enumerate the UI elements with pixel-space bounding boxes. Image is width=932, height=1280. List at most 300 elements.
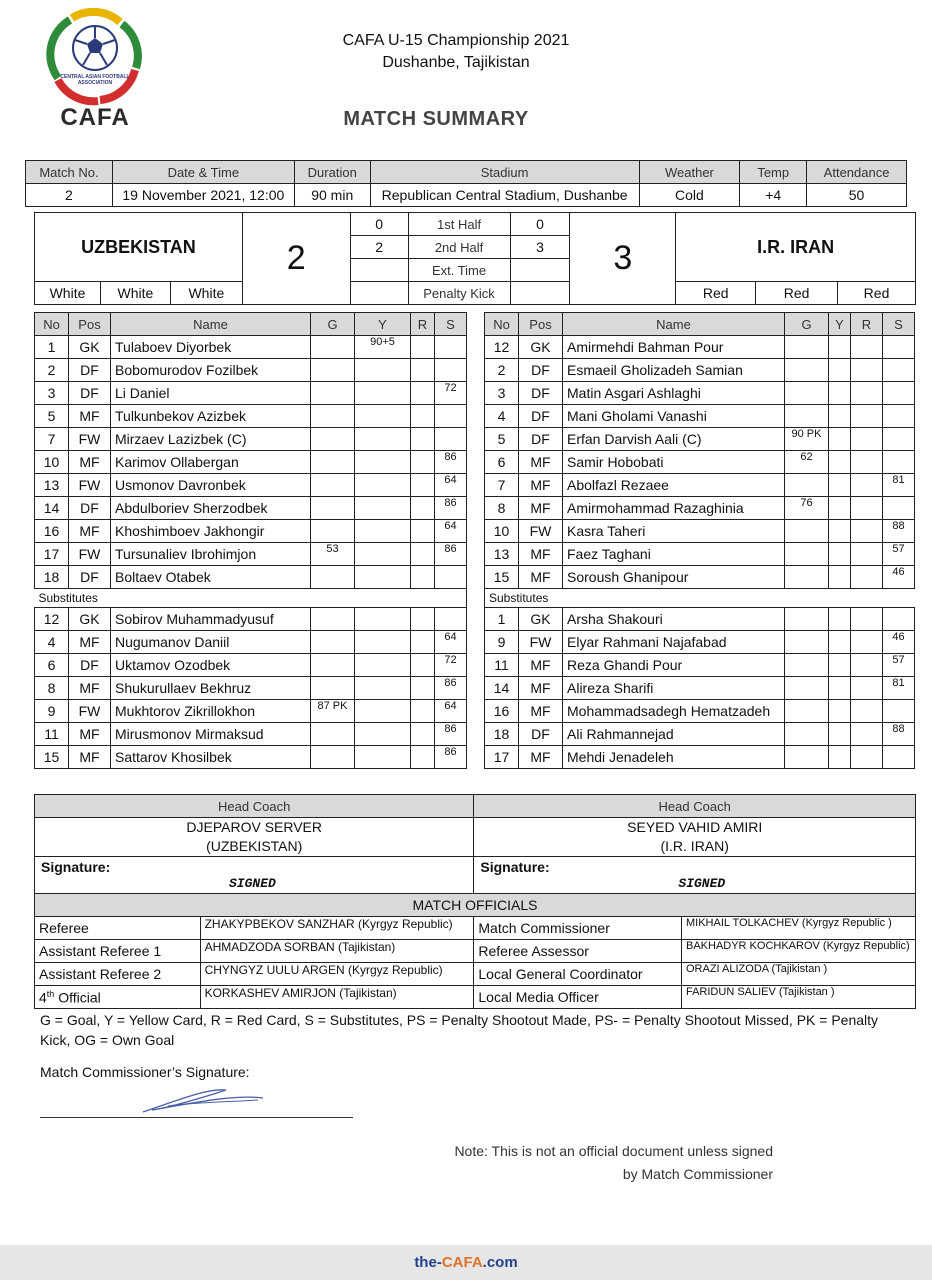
col-s-away: S [883, 313, 915, 336]
away-player-s: 46 [883, 631, 915, 654]
score-board [34, 212, 916, 305]
col-r-away: R [851, 313, 883, 336]
home-player-no: 5 [35, 405, 69, 428]
footer-website-link[interactable] [0, 1254, 932, 1271]
match-officials-title: MATCH OFFICIALS [35, 894, 916, 917]
home-player-g [311, 497, 355, 520]
home-player-pos: FW [69, 543, 111, 566]
away-coach-signature [474, 857, 916, 894]
away-player-r [851, 336, 883, 359]
table-row [35, 497, 915, 520]
away-player-pos: GK [519, 336, 563, 359]
column-gap [467, 451, 485, 474]
home-score: 2 [242, 213, 350, 305]
legend: G = Goal, Y = Yellow Card, R = Red Card, S = Substitutes, PS = Penalty Shootout Made, PS- = Penalty Shootout Missed, PK = Penalty Kick, OG = Own Goal [40, 1012, 879, 1048]
away-player-no: 11 [485, 654, 519, 677]
home-player-g [311, 631, 355, 654]
home-player-y: 90+5 [355, 336, 411, 359]
away-player-no: 5 [485, 428, 519, 451]
home-player-name: Tulaboev Diyorbek [111, 336, 311, 359]
col-g-home: G [311, 313, 355, 336]
home-player-no: 1 [35, 336, 69, 359]
org-name: CENTRAL ASIAN FOOTBALL ASSOCIATION [60, 74, 130, 86]
away-kit-shirt: Red [676, 282, 756, 305]
away-player-pos: MF [519, 677, 563, 700]
home-player-y [355, 359, 411, 382]
away-player-y [829, 608, 851, 631]
away-player-g [785, 677, 829, 700]
away-player-name: Alireza Sharifi [563, 677, 785, 700]
footer-post: .com [482, 1254, 518, 1271]
home-team-name: UZBEKISTAN [35, 213, 243, 282]
away-1st-half: 0 [510, 213, 570, 236]
home-player-name: Bobomurodov Fozilbek [111, 359, 311, 382]
commissioner-signature-scribble [138, 1080, 278, 1120]
away-coach-cell [474, 818, 916, 857]
home-player-pos: DF [69, 566, 111, 589]
away-player-name: Soroush Ghanipour [563, 566, 785, 589]
away-player-s: 81 [883, 677, 915, 700]
signature-line [40, 1117, 353, 1118]
away-player-name: Faez Taghani [563, 543, 785, 566]
away-team-name: I.R. IRAN [676, 213, 916, 282]
home-kit-shorts: White [100, 282, 170, 305]
official-role: Assistant Referee 2 [35, 963, 201, 986]
home-player-name: Sobirov Muhammadyusuf [111, 608, 311, 631]
away-coach-country: (I.R. IRAN) [660, 838, 729, 854]
home-player-s: 86 [435, 677, 467, 700]
away-player-s [883, 428, 915, 451]
away-player-pos: MF [519, 566, 563, 589]
away-head-coach-label: Head Coach [474, 795, 916, 818]
column-gap [467, 336, 485, 359]
table-row [35, 336, 915, 359]
away-player-name: Kasra Taheri [563, 520, 785, 543]
home-player-r [411, 700, 435, 723]
column-gap [467, 520, 485, 543]
col-s-home: S [435, 313, 467, 336]
official-name: KORKASHEV AMIRJON (Tajikistan) [200, 986, 474, 1009]
home-player-pos: MF [69, 746, 111, 769]
home-player-name: Tulkunbekov Azizbek [111, 405, 311, 428]
col-y-away: Y [829, 313, 851, 336]
away-score: 3 [570, 213, 676, 305]
away-player-pos: MF [519, 654, 563, 677]
home-player-no: 12 [35, 608, 69, 631]
home-1st-half: 0 [350, 213, 408, 236]
away-player-no: 1 [485, 608, 519, 631]
away-player-r [851, 566, 883, 589]
away-player-y [829, 382, 851, 405]
away-player-s [883, 451, 915, 474]
fourth-number: 4 [39, 989, 47, 1006]
away-player-pos: DF [519, 723, 563, 746]
away-ext-time [510, 259, 570, 282]
coaches-officials-table [34, 794, 916, 1009]
away-player-s: 88 [883, 723, 915, 746]
home-player-name: Sattarov Khosilbek [111, 746, 311, 769]
home-player-name: Khoshimboev Jakhongir [111, 520, 311, 543]
home-player-name: Boltaev Otabek [111, 566, 311, 589]
away-player-s [883, 746, 915, 769]
official-name: MIKHAIL TOLKACHEV (Kyrgyz Republic ) [681, 917, 915, 940]
home-player-s: 72 [435, 654, 467, 677]
column-gap [467, 474, 485, 497]
home-coach-name: DJEPAROV SERVER [186, 819, 323, 835]
lineups-table [34, 312, 915, 769]
away-player-no: 13 [485, 543, 519, 566]
column-gap [467, 566, 485, 589]
away-player-y [829, 566, 851, 589]
official-name: ZHAKYPBEKOV SANZHAR (Kyrgyz Republic) [200, 917, 474, 940]
table-row [35, 405, 915, 428]
away-player-g [785, 474, 829, 497]
away-player-name: Esmaeil Gholizadeh Samian [563, 359, 785, 382]
official-name: FARIDUN SALIEV (Tajikistan ) [681, 986, 915, 1009]
home-player-g [311, 746, 355, 769]
home-player-r [411, 723, 435, 746]
home-player-no: 17 [35, 543, 69, 566]
away-player-no: 12 [485, 336, 519, 359]
home-player-g [311, 608, 355, 631]
home-player-s [435, 359, 467, 382]
period-1st-half: 1st Half [408, 213, 510, 236]
home-player-s: 86 [435, 723, 467, 746]
official-name: AHMADZODA SORBAN (Tajikistan) [200, 940, 474, 963]
away-player-name: Abolfazl Rezaee [563, 474, 785, 497]
away-player-name: Mohammadsadegh Hematzadeh [563, 700, 785, 723]
away-player-y [829, 700, 851, 723]
col-no-home: No [35, 313, 69, 336]
home-player-y [355, 451, 411, 474]
stadium-label: Stadium [370, 161, 639, 184]
away-player-pos: MF [519, 451, 563, 474]
home-player-name: Tursunaliev Ibrohimjon [111, 543, 311, 566]
away-player-g [785, 520, 829, 543]
away-player-name: Matin Asgari Ashlaghi [563, 382, 785, 405]
home-player-no: 2 [35, 359, 69, 382]
away-player-s [883, 405, 915, 428]
home-player-name: Shukurullaev Bekhruz [111, 677, 311, 700]
home-player-r [411, 543, 435, 566]
away-player-r [851, 700, 883, 723]
home-player-y [355, 566, 411, 589]
home-player-pos: MF [69, 631, 111, 654]
home-player-y [355, 474, 411, 497]
home-player-pos: DF [69, 382, 111, 405]
official-role: Match Commissioner [474, 917, 682, 940]
home-player-g [311, 451, 355, 474]
away-player-g [785, 654, 829, 677]
column-gap [467, 700, 485, 723]
table-row [35, 746, 915, 769]
away-player-pos: DF [519, 405, 563, 428]
away-signed: SIGNED [678, 876, 726, 891]
temp-value: +4 [740, 184, 807, 207]
away-substitutes-label: Substitutes [489, 591, 549, 605]
away-player-name: Mani Gholami Vanashi [563, 405, 785, 428]
away-player-g [785, 405, 829, 428]
col-no-away: No [485, 313, 519, 336]
home-player-no: 16 [35, 520, 69, 543]
away-player-r [851, 405, 883, 428]
home-player-y [355, 677, 411, 700]
home-player-y [355, 497, 411, 520]
away-player-s [883, 608, 915, 631]
away-player-name: Mehdi Jenadeleh [563, 746, 785, 769]
weather-label: Weather [639, 161, 740, 184]
column-gap [467, 723, 485, 746]
away-player-r [851, 746, 883, 769]
home-player-no: 14 [35, 497, 69, 520]
table-row [35, 654, 915, 677]
official-role: Local Media Officer [474, 986, 682, 1009]
home-player-pos: MF [69, 405, 111, 428]
away-player-g [785, 566, 829, 589]
away-player-r [851, 497, 883, 520]
date-time-value: 19 November 2021, 12:00 [112, 184, 294, 207]
official-role: Referee Assessor [474, 940, 682, 963]
home-player-no: 9 [35, 700, 69, 723]
home-head-coach-label: Head Coach [35, 795, 474, 818]
home-kit-socks: White [170, 282, 242, 305]
home-player-r [411, 359, 435, 382]
col-name-away: Name [563, 313, 785, 336]
away-player-r [851, 474, 883, 497]
home-player-pos: DF [69, 359, 111, 382]
away-player-r [851, 451, 883, 474]
table-row [35, 520, 915, 543]
away-player-s: 57 [883, 654, 915, 677]
home-player-g [311, 654, 355, 677]
period-2nd-half: 2nd Half [408, 236, 510, 259]
column-gap [467, 405, 485, 428]
away-player-y [829, 497, 851, 520]
period-ext-time: Ext. Time [408, 259, 510, 282]
home-player-name: Mirusmonov Mirmaksud [111, 723, 311, 746]
away-kit-shorts: Red [756, 282, 838, 305]
column-gap [467, 654, 485, 677]
home-player-g [311, 359, 355, 382]
away-player-r [851, 359, 883, 382]
away-player-no: 14 [485, 677, 519, 700]
home-player-pos: DF [69, 497, 111, 520]
home-player-y [355, 608, 411, 631]
home-player-s: 64 [435, 520, 467, 543]
home-player-g [311, 677, 355, 700]
starters [35, 336, 915, 589]
disclaimer-note [400, 1140, 773, 1186]
home-player-s: 86 [435, 451, 467, 474]
away-player-r [851, 382, 883, 405]
away-player-y [829, 746, 851, 769]
home-penalty [350, 282, 408, 305]
away-player-g: 62 [785, 451, 829, 474]
away-player-y [829, 520, 851, 543]
away-player-r [851, 723, 883, 746]
away-kit-socks: Red [838, 282, 916, 305]
away-player-g [785, 700, 829, 723]
official-role: Referee [35, 917, 201, 940]
away-player-g [785, 382, 829, 405]
official-name: BAKHADYR KOCHKAROV (Kyrgyz Republic) [681, 940, 915, 963]
home-substitutes-label: Substitutes [38, 591, 98, 605]
table-row [35, 543, 915, 566]
home-player-g [311, 336, 355, 359]
period-penalty-kick: Penalty Kick [408, 282, 510, 305]
away-player-r [851, 520, 883, 543]
championship-title: CAFA U-15 Championship 2021 [342, 32, 570, 49]
away-player-y [829, 677, 851, 700]
away-player-no: 6 [485, 451, 519, 474]
column-gap [467, 382, 485, 405]
home-player-r [411, 382, 435, 405]
championship-location: Dushanbe, Tajikistan [382, 54, 530, 71]
home-player-y [355, 405, 411, 428]
col-name-home: Name [111, 313, 311, 336]
home-ext-time [350, 259, 408, 282]
col-g-away: G [785, 313, 829, 336]
home-player-s: 86 [435, 746, 467, 769]
match-info-table [25, 160, 907, 207]
table-row [35, 566, 915, 589]
away-player-no: 10 [485, 520, 519, 543]
home-player-s: 72 [435, 382, 467, 405]
away-player-y [829, 654, 851, 677]
home-player-y [355, 382, 411, 405]
home-player-g [311, 405, 355, 428]
away-player-r [851, 677, 883, 700]
away-player-no: 15 [485, 566, 519, 589]
table-row [35, 677, 915, 700]
home-player-no: 3 [35, 382, 69, 405]
home-player-s [435, 428, 467, 451]
table-row [35, 723, 915, 746]
away-player-pos: FW [519, 631, 563, 654]
away-player-name: Amirmehdi Bahman Pour [563, 336, 785, 359]
home-player-name: Karimov Ollabergan [111, 451, 311, 474]
home-player-no: 6 [35, 654, 69, 677]
away-player-y [829, 543, 851, 566]
column-gap [467, 677, 485, 700]
home-player-pos: FW [69, 428, 111, 451]
away-player-g [785, 608, 829, 631]
away-player-no: 3 [485, 382, 519, 405]
home-player-pos: FW [69, 474, 111, 497]
home-player-s: 64 [435, 631, 467, 654]
fourth-sup: th [46, 988, 55, 999]
home-player-r [411, 451, 435, 474]
away-player-s [883, 497, 915, 520]
home-player-name: Li Daniel [111, 382, 311, 405]
away-player-name: Erfan Darvish Aali (C) [563, 428, 785, 451]
home-coach-cell [35, 818, 474, 857]
away-player-name: Amirmohammad Razaghinia [563, 497, 785, 520]
away-player-y [829, 428, 851, 451]
away-player-g: 76 [785, 497, 829, 520]
away-player-no: 17 [485, 746, 519, 769]
col-pos-home: Pos [69, 313, 111, 336]
table-row [35, 428, 915, 451]
home-player-no: 18 [35, 566, 69, 589]
away-player-s [883, 359, 915, 382]
home-player-g: 53 [311, 543, 355, 566]
away-player-pos: MF [519, 543, 563, 566]
home-signature-label: Signature: [41, 859, 111, 875]
commissioner-signature-label: Match Commissioner’s Signature: [40, 1064, 250, 1080]
home-player-s [435, 608, 467, 631]
away-player-y [829, 405, 851, 428]
home-player-g [311, 723, 355, 746]
away-player-no: 18 [485, 723, 519, 746]
home-player-r [411, 474, 435, 497]
note-line-1: Note: This is not an official document unless signed [454, 1143, 773, 1159]
home-player-y [355, 543, 411, 566]
official-name: CHYNGYZ UULU ARGEN (Kyrgyz Republic) [200, 963, 474, 986]
away-player-no: 8 [485, 497, 519, 520]
away-player-pos: DF [519, 382, 563, 405]
column-gap [467, 589, 485, 608]
home-player-y [355, 723, 411, 746]
home-player-r [411, 336, 435, 359]
footer-pre: the- [414, 1254, 442, 1271]
substitutes [35, 608, 915, 769]
table-row [35, 382, 915, 405]
table-row [35, 700, 915, 723]
duration-label: Duration [294, 161, 370, 184]
home-player-y [355, 746, 411, 769]
match-no-label: Match No. [26, 161, 113, 184]
column-gap [467, 313, 485, 336]
away-player-no: 4 [485, 405, 519, 428]
stadium-value: Republican Central Stadium, Dushanbe [370, 184, 639, 207]
away-player-y [829, 451, 851, 474]
table-row [35, 608, 915, 631]
home-signed: SIGNED [229, 876, 276, 891]
home-player-name: Nugumanov Daniil [111, 631, 311, 654]
home-player-no: 8 [35, 677, 69, 700]
away-player-g [785, 359, 829, 382]
away-player-g [785, 631, 829, 654]
away-player-pos: GK [519, 608, 563, 631]
home-player-s: 64 [435, 700, 467, 723]
footer-bar [0, 1245, 932, 1280]
official-role-fourth [35, 986, 201, 1009]
home-player-s [435, 405, 467, 428]
footer-brand: CAFA [441, 1254, 483, 1271]
match-no-value: 2 [26, 184, 113, 207]
home-player-g: 87 PK [311, 700, 355, 723]
home-player-g [311, 474, 355, 497]
substitutes-heading [35, 589, 915, 608]
away-player-s [883, 700, 915, 723]
table-row [35, 474, 915, 497]
away-player-r [851, 428, 883, 451]
column-gap [467, 359, 485, 382]
home-player-name: Uktamov Ozodbek [111, 654, 311, 677]
home-player-no: 10 [35, 451, 69, 474]
home-player-r [411, 631, 435, 654]
official-name: ORAZI ALIZODA (Tajikistan ) [681, 963, 915, 986]
away-player-name: Reza Ghandi Pour [563, 654, 785, 677]
away-player-name: Arsha Shakouri [563, 608, 785, 631]
home-player-g [311, 520, 355, 543]
home-2nd-half: 2 [350, 236, 408, 259]
home-player-g [311, 566, 355, 589]
home-player-r [411, 677, 435, 700]
away-2nd-half: 3 [510, 236, 570, 259]
duration-value: 90 min [294, 184, 370, 207]
